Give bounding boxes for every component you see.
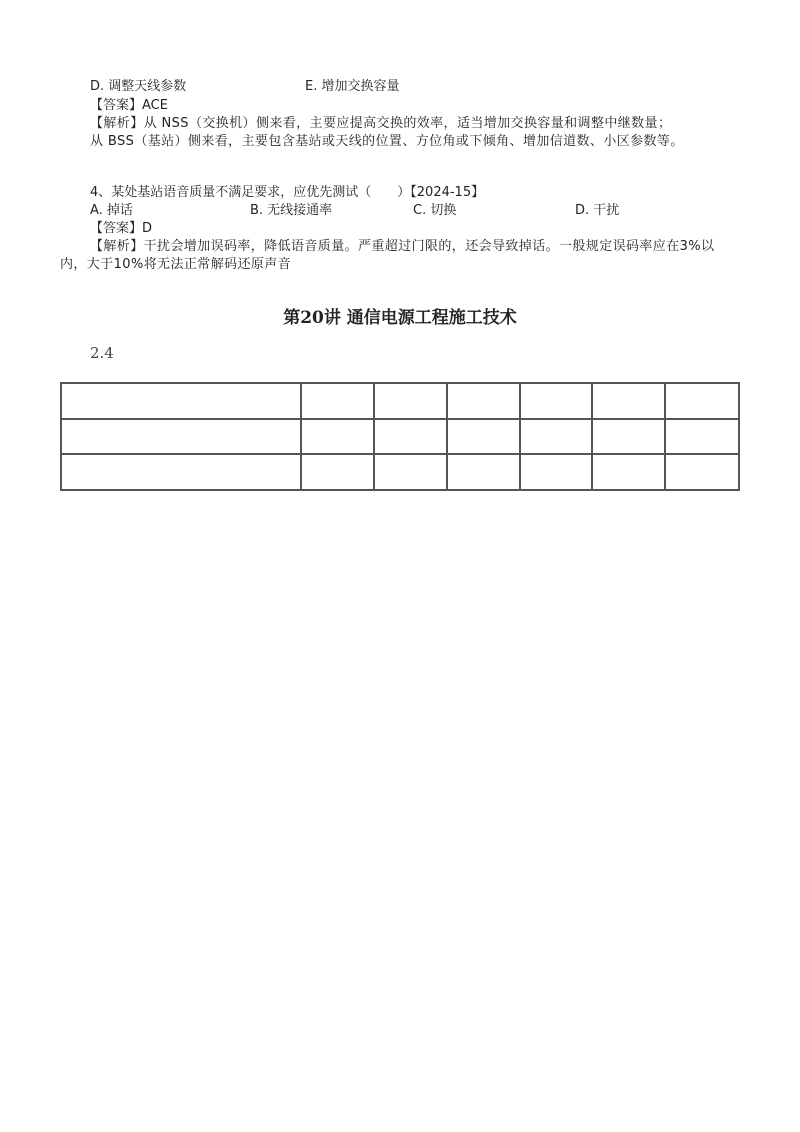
q4-option-a: A. 掉话 <box>90 203 133 218</box>
table-cell <box>61 383 301 419</box>
table-row <box>61 383 739 419</box>
lecture-title: 第20讲 通信电源工程施工技术 <box>283 308 517 328</box>
table-row <box>61 419 739 455</box>
table-cell <box>374 454 447 490</box>
section-number: 2.4 <box>90 344 114 362</box>
q4-analysis: 【解析】干扰会增加误码率，降低语音质量。严重超过门限的，还会导致掉话。一般规定误码率应在3%以内，大于10%将无法正常解码还原声音 <box>60 239 715 272</box>
q4-question: 4、某处基站语音质量不满足要求，应优先测试（ ）【2024-15】 <box>90 185 485 200</box>
table-cell <box>520 419 593 455</box>
table-cell <box>592 454 665 490</box>
table-cell <box>374 383 447 419</box>
table-cell <box>592 419 665 455</box>
table-cell <box>301 454 374 490</box>
table-cell <box>447 383 520 419</box>
q4-option-b: B. 无线接通率 <box>250 203 333 218</box>
q3-answer: 【答案】ACE <box>90 98 168 113</box>
table-cell <box>447 454 520 490</box>
q3-option-e: E. 增加交换容量 <box>305 79 400 94</box>
empty-table <box>60 382 740 491</box>
q4-option-d: D. 干扰 <box>575 203 620 218</box>
q4-answer: 【答案】D <box>90 221 153 236</box>
table-cell <box>447 419 520 455</box>
table-cell <box>374 419 447 455</box>
table-cell <box>665 454 739 490</box>
table-cell <box>301 419 374 455</box>
table-cell <box>665 383 739 419</box>
q3-option-d: D. 调整天线参数 <box>90 79 187 94</box>
q4-option-c: C. 切换 <box>413 203 457 218</box>
table-cell <box>520 454 593 490</box>
table-cell <box>301 383 374 419</box>
table-cell <box>61 419 301 455</box>
table-row <box>61 454 739 490</box>
table-cell <box>61 454 301 490</box>
q3-analysis-p2: 从 BSS（基站）侧来看，主要包含基站或天线的位置、方位角或下倾角、增加信道数、小区参数等。 <box>90 134 684 149</box>
table-cell <box>665 419 739 455</box>
q3-analysis-p1: 【解析】从 NSS（交换机）侧来看，主要应提高交换的效率，适当增加交换容量和调整中继数量； <box>90 116 672 131</box>
table-cell <box>592 383 665 419</box>
table-cell <box>520 383 593 419</box>
